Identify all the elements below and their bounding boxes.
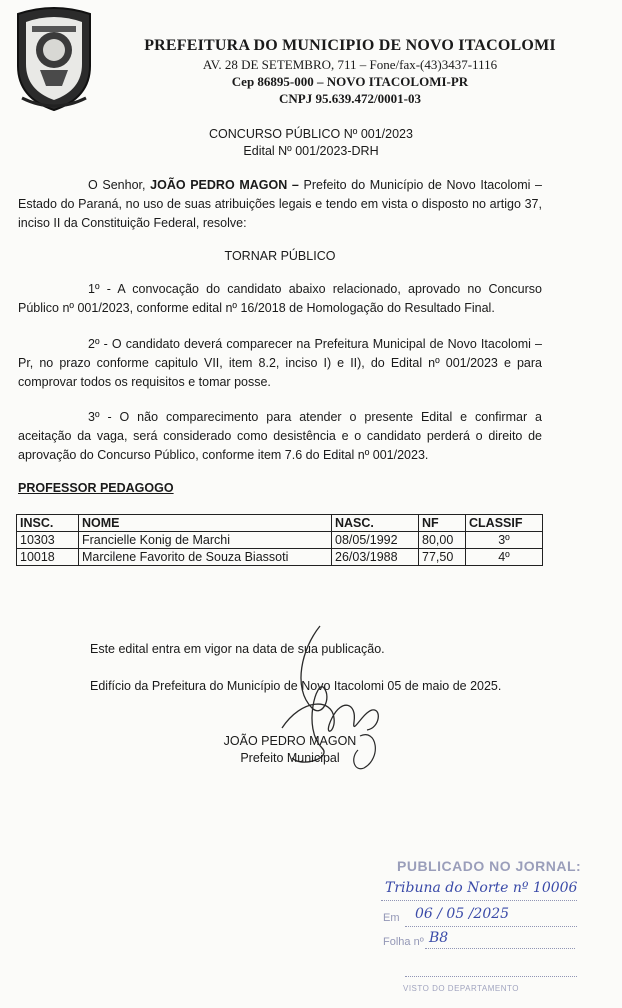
- cell-nome: Francielle Konig de Marchi: [79, 532, 332, 549]
- vigor-line: Este edital entra em vigor na data de sua publicação.: [90, 642, 385, 656]
- cell-classif: 3º: [466, 532, 543, 549]
- intro-mayor-name: JOÃO PEDRO MAGON –: [150, 178, 299, 192]
- header-nasc: NASC.: [332, 515, 419, 532]
- concurso-title: CONCURSO PÚBLICO Nº 001/2023: [209, 127, 413, 141]
- tornar-publico: TORNAR PÚBLICO: [224, 249, 336, 263]
- cell-classif: 4º: [466, 549, 543, 566]
- edital-number: Edital Nº 001/2023-DRH: [243, 144, 379, 158]
- stamp-title: PUBLICADO NO JORNAL:: [397, 858, 582, 874]
- table-header-row: [17, 515, 543, 532]
- cell-insc: 10303: [17, 532, 79, 549]
- signatory-name: JOÃO PEDRO MAGON: [223, 734, 357, 748]
- cell-nome: Marcilene Favorito de Souza Biassoti: [79, 549, 332, 566]
- header-nome: NOME: [79, 515, 332, 532]
- letterhead-cep: Cep 86895-000 – NOVO ITACOLOMI-PR: [231, 74, 469, 89]
- intro-pre: O Senhor,: [88, 178, 151, 192]
- cell-nf: 80,00: [419, 532, 466, 549]
- intro-paragraph: [18, 176, 542, 233]
- cell-nf: 77,50: [419, 549, 466, 566]
- letterhead-address: AV. 28 DE SETEMBRO, 711 – Fone/fax-(43)3437-1116: [202, 57, 498, 72]
- stamp-folha-label: Folha nº: [383, 936, 424, 948]
- letterhead-cnpj: CNPJ 95.639.472/0001-03: [279, 91, 421, 106]
- header-nf: NF: [419, 515, 466, 532]
- table-row: [17, 532, 543, 549]
- intro-post: Prefeito do Município de Novo Itacolomi – Estado do Paraná, no uso de suas atribuições legais e tendo em vista o disposto no artigo 37, inciso II da Constituição Federal, resolve:: [18, 178, 542, 230]
- stamp-date-handwritten: 06 / 05 /2025: [415, 906, 510, 922]
- candidates-table: [16, 514, 543, 566]
- item-3-paragraph: 3º - O não comparecimento para atender o presente Edital e confirmar a aceitação da vaga, será considerado como desistência e o candidato perderá o direito de aprovação do Concurso Público, conforme item 7.6 do Edital nº 001/2023.: [18, 410, 542, 462]
- stamp-jornal-handwritten: Tribuna do Norte nº 10006: [385, 880, 578, 896]
- publication-stamp: [383, 858, 595, 998]
- section-title: PROFESSOR PEDAGOGO: [18, 481, 174, 495]
- header-classif: CLASSIF: [466, 515, 543, 532]
- cell-nasc: 08/05/1992: [332, 532, 419, 549]
- item-1-paragraph: 1º - A convocação do candidato abaixo relacionado, aprovado no Concurso Público nº 001/2023, conforme edital nº 16/2018 de Homologação do Resultado Final.: [18, 282, 542, 315]
- letterhead-title: PREFEITURA DO MUNICIPIO DE NOVO ITACOLOMI: [144, 37, 556, 54]
- letterhead: [100, 36, 600, 107]
- document-heading: [0, 126, 622, 160]
- stamp-folha-handwritten: B8: [429, 930, 449, 946]
- municipal-crest-icon: [12, 6, 96, 112]
- header-insc: INSC.: [17, 515, 79, 532]
- local-date-line: Edifício da Prefeitura do Município de Novo Itacolomi 05 de maio de 2025.: [90, 679, 502, 693]
- signature-block: [200, 733, 380, 767]
- stamp-footer: VISTO DO DEPARTAMENTO: [403, 984, 519, 993]
- item-2-paragraph: 2º - O candidato deverá comparecer na Prefeitura Municipal de Novo Itacolomi – Pr, no prazo conforme capitulo VII, item 8.2, inciso I) e II), do Edital nº 001/2023 e para comprovar todos os requisitos e tomar posse.: [18, 337, 542, 389]
- table-row: [17, 549, 543, 566]
- stamp-em-label: Em: [383, 912, 400, 924]
- cell-insc: 10018: [17, 549, 79, 566]
- cell-nasc: 26/03/1988: [332, 549, 419, 566]
- signatory-role: Prefeito Municipal: [240, 751, 340, 765]
